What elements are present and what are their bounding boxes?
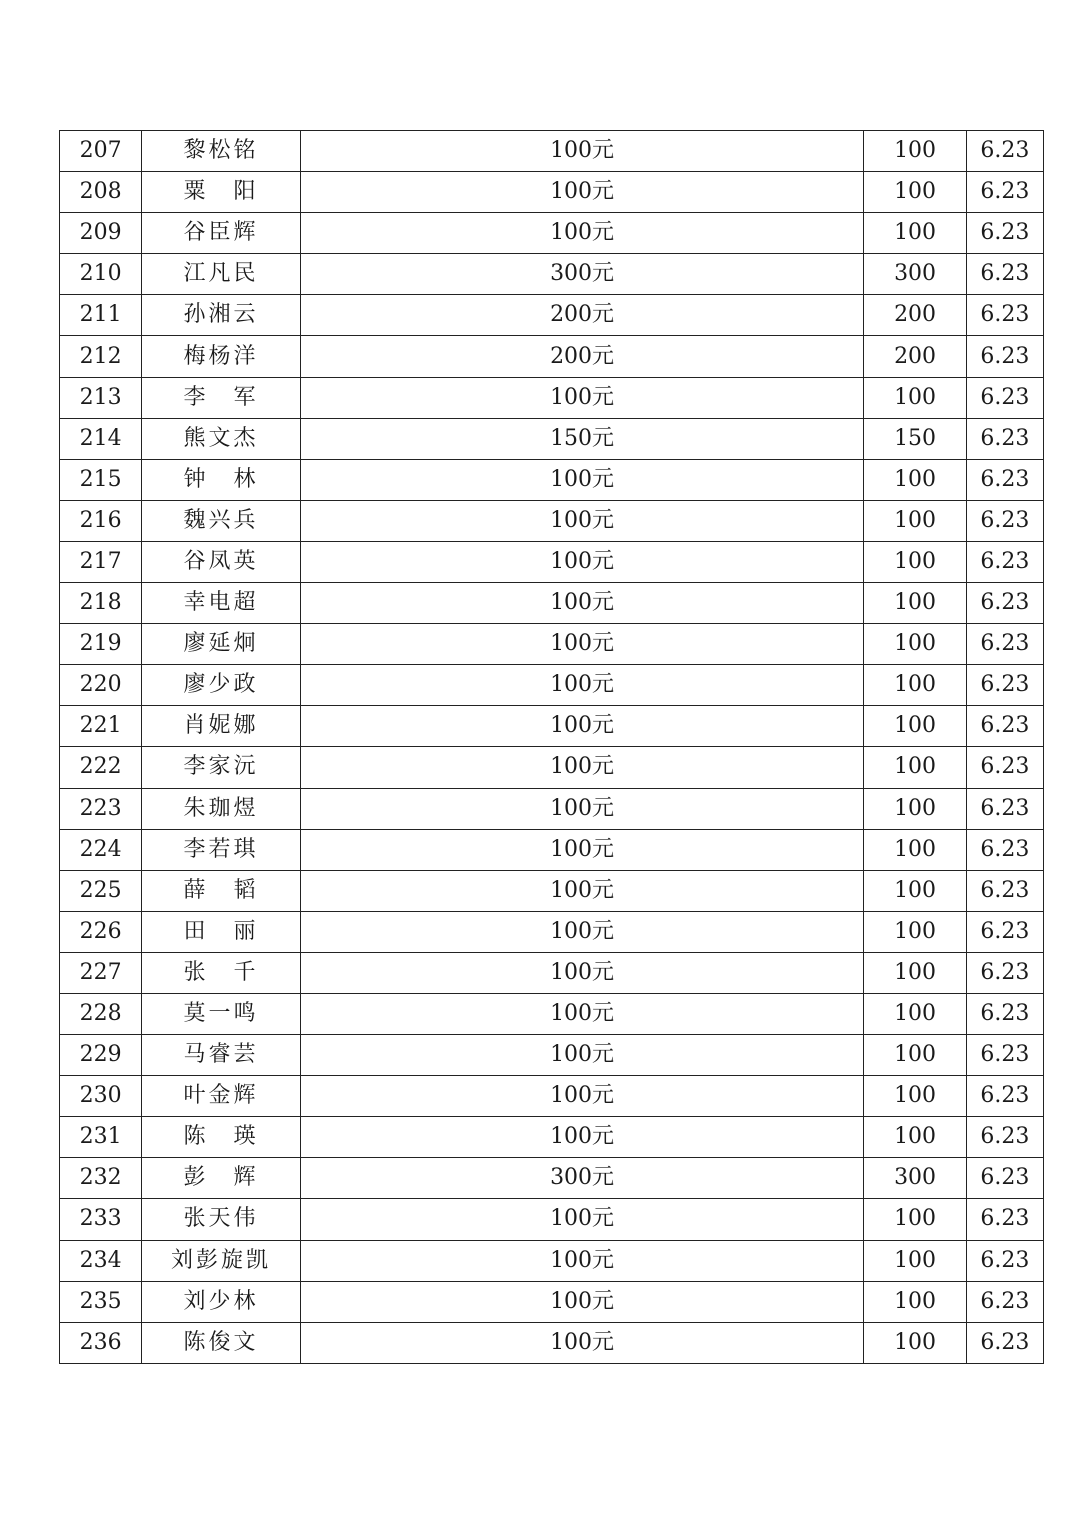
donation-date: 6.23 xyxy=(966,911,1043,952)
donation-date: 6.23 xyxy=(966,377,1043,418)
donation-amount: 100元 xyxy=(300,1199,864,1240)
donation-date: 6.23 xyxy=(966,1035,1043,1076)
amount-value: 100 xyxy=(864,1281,966,1322)
donation-amount: 100元 xyxy=(300,870,864,911)
row-number: 233 xyxy=(60,1199,142,1240)
row-number: 215 xyxy=(60,459,142,500)
table-row xyxy=(60,254,1044,295)
row-number: 216 xyxy=(60,500,142,541)
donation-amount: 100元 xyxy=(300,541,864,582)
table-row xyxy=(60,213,1044,254)
donor-name: 谷凤英 xyxy=(142,541,300,582)
donor-name: 李家沅 xyxy=(142,747,300,788)
donor-name: 刘少林 xyxy=(142,1281,300,1322)
amount-value: 100 xyxy=(864,993,966,1034)
donation-date: 6.23 xyxy=(966,500,1043,541)
amount-value: 100 xyxy=(864,1117,966,1158)
table-row xyxy=(60,172,1044,213)
table-row xyxy=(60,993,1044,1034)
row-number: 217 xyxy=(60,541,142,582)
donor-name: 熊文杰 xyxy=(142,418,300,459)
donation-amount: 300元 xyxy=(300,254,864,295)
donation-date: 6.23 xyxy=(966,172,1043,213)
amount-value: 300 xyxy=(864,254,966,295)
donation-date: 6.23 xyxy=(966,213,1043,254)
amount-value: 100 xyxy=(864,1322,966,1363)
donation-amount: 100元 xyxy=(300,788,864,829)
table-row xyxy=(60,1281,1044,1322)
donation-date: 6.23 xyxy=(966,1076,1043,1117)
donation-amount: 100元 xyxy=(300,1117,864,1158)
amount-value: 100 xyxy=(864,500,966,541)
row-number: 210 xyxy=(60,254,142,295)
donor-name: 刘彭旋凯 xyxy=(142,1240,300,1281)
donor-name: 幸电超 xyxy=(142,583,300,624)
donation-date: 6.23 xyxy=(966,952,1043,993)
donor-name: 廖少政 xyxy=(142,665,300,706)
row-number: 223 xyxy=(60,788,142,829)
table-row xyxy=(60,624,1044,665)
row-number: 218 xyxy=(60,583,142,624)
row-number: 221 xyxy=(60,706,142,747)
amount-value: 100 xyxy=(864,131,966,172)
donation-date: 6.23 xyxy=(966,254,1043,295)
donor-name: 田 丽 xyxy=(142,911,300,952)
donation-amount: 100元 xyxy=(300,706,864,747)
donor-name: 陈俊文 xyxy=(142,1322,300,1363)
amount-value: 100 xyxy=(864,747,966,788)
amount-value: 100 xyxy=(864,172,966,213)
donation-date: 6.23 xyxy=(966,418,1043,459)
row-number: 222 xyxy=(60,747,142,788)
amount-value: 100 xyxy=(864,541,966,582)
amount-value: 100 xyxy=(864,665,966,706)
table-row xyxy=(60,500,1044,541)
donor-name: 张天伟 xyxy=(142,1199,300,1240)
donation-date: 6.23 xyxy=(966,624,1043,665)
donor-name: 李若琪 xyxy=(142,829,300,870)
row-number: 230 xyxy=(60,1076,142,1117)
donation-amount: 100元 xyxy=(300,377,864,418)
donor-name: 张 千 xyxy=(142,952,300,993)
table-row xyxy=(60,665,1044,706)
table-row xyxy=(60,418,1044,459)
donor-name: 陈 瑛 xyxy=(142,1117,300,1158)
donor-name: 朱珈煜 xyxy=(142,788,300,829)
row-number: 220 xyxy=(60,665,142,706)
table-row xyxy=(60,541,1044,582)
amount-value: 100 xyxy=(864,706,966,747)
donation-amount: 100元 xyxy=(300,131,864,172)
donation-date: 6.23 xyxy=(966,336,1043,377)
donation-amount: 100元 xyxy=(300,172,864,213)
row-number: 236 xyxy=(60,1322,142,1363)
table-row xyxy=(60,131,1044,172)
row-number: 226 xyxy=(60,911,142,952)
table-row xyxy=(60,911,1044,952)
row-number: 213 xyxy=(60,377,142,418)
table-row xyxy=(60,1158,1044,1199)
amount-value: 100 xyxy=(864,788,966,829)
donor-name: 叶金辉 xyxy=(142,1076,300,1117)
amount-value: 100 xyxy=(864,1035,966,1076)
row-number: 234 xyxy=(60,1240,142,1281)
donation-amount: 200元 xyxy=(300,336,864,377)
row-number: 211 xyxy=(60,295,142,336)
donation-date: 6.23 xyxy=(966,1117,1043,1158)
row-number: 231 xyxy=(60,1117,142,1158)
donation-amount: 150元 xyxy=(300,418,864,459)
donation-date: 6.23 xyxy=(966,706,1043,747)
donation-amount: 100元 xyxy=(300,829,864,870)
table-row xyxy=(60,295,1044,336)
amount-value: 100 xyxy=(864,829,966,870)
donation-date: 6.23 xyxy=(966,747,1043,788)
amount-value: 100 xyxy=(864,377,966,418)
amount-value: 100 xyxy=(864,1240,966,1281)
table-row xyxy=(60,336,1044,377)
table-row xyxy=(60,1240,1044,1281)
amount-value: 100 xyxy=(864,459,966,500)
donation-date: 6.23 xyxy=(966,829,1043,870)
donation-amount: 100元 xyxy=(300,1281,864,1322)
row-number: 214 xyxy=(60,418,142,459)
amount-value: 100 xyxy=(864,870,966,911)
table-row xyxy=(60,788,1044,829)
donor-name: 梅杨洋 xyxy=(142,336,300,377)
row-number: 232 xyxy=(60,1158,142,1199)
table-body xyxy=(60,131,1044,1364)
amount-value: 150 xyxy=(864,418,966,459)
donation-amount: 100元 xyxy=(300,747,864,788)
donor-name: 魏兴兵 xyxy=(142,500,300,541)
donation-amount: 100元 xyxy=(300,993,864,1034)
row-number: 208 xyxy=(60,172,142,213)
donation-date: 6.23 xyxy=(966,541,1043,582)
table-row xyxy=(60,377,1044,418)
table-row xyxy=(60,583,1044,624)
donor-name: 粟 阳 xyxy=(142,172,300,213)
table-row xyxy=(60,870,1044,911)
donation-amount: 100元 xyxy=(300,583,864,624)
table-row xyxy=(60,1322,1044,1363)
row-number: 207 xyxy=(60,131,142,172)
table-row xyxy=(60,459,1044,500)
donation-date: 6.23 xyxy=(966,870,1043,911)
donation-amount: 100元 xyxy=(300,911,864,952)
donor-name: 钟 林 xyxy=(142,459,300,500)
donation-amount: 100元 xyxy=(300,213,864,254)
table-row xyxy=(60,1076,1044,1117)
row-number: 225 xyxy=(60,870,142,911)
donor-name: 薛 韬 xyxy=(142,870,300,911)
amount-value: 100 xyxy=(864,911,966,952)
donation-amount: 100元 xyxy=(300,1035,864,1076)
donation-date: 6.23 xyxy=(966,1281,1043,1322)
donation-amount: 100元 xyxy=(300,1240,864,1281)
table-row xyxy=(60,1199,1044,1240)
amount-value: 100 xyxy=(864,1199,966,1240)
row-number: 227 xyxy=(60,952,142,993)
table-row xyxy=(60,1035,1044,1076)
donor-name: 黎松铭 xyxy=(142,131,300,172)
donor-name: 孙湘云 xyxy=(142,295,300,336)
donation-amount: 100元 xyxy=(300,459,864,500)
donation-date: 6.23 xyxy=(966,993,1043,1034)
donation-date: 6.23 xyxy=(966,1158,1043,1199)
row-number: 228 xyxy=(60,993,142,1034)
row-number: 219 xyxy=(60,624,142,665)
donor-name: 谷臣辉 xyxy=(142,213,300,254)
amount-value: 100 xyxy=(864,624,966,665)
amount-value: 300 xyxy=(864,1158,966,1199)
donation-date: 6.23 xyxy=(966,665,1043,706)
donation-amount: 100元 xyxy=(300,624,864,665)
table-row xyxy=(60,1117,1044,1158)
donation-date: 6.23 xyxy=(966,459,1043,500)
row-number: 229 xyxy=(60,1035,142,1076)
donation-table xyxy=(59,130,1044,1364)
donation-date: 6.23 xyxy=(966,131,1043,172)
amount-value: 100 xyxy=(864,583,966,624)
donation-amount: 100元 xyxy=(300,1322,864,1363)
donation-date: 6.23 xyxy=(966,583,1043,624)
donation-amount: 100元 xyxy=(300,952,864,993)
donation-date: 6.23 xyxy=(966,1199,1043,1240)
donation-amount: 100元 xyxy=(300,500,864,541)
donation-amount: 100元 xyxy=(300,665,864,706)
donor-name: 江凡民 xyxy=(142,254,300,295)
row-number: 224 xyxy=(60,829,142,870)
donation-date: 6.23 xyxy=(966,1322,1043,1363)
table-row xyxy=(60,952,1044,993)
amount-value: 100 xyxy=(864,952,966,993)
donor-name: 李 军 xyxy=(142,377,300,418)
amount-value: 200 xyxy=(864,295,966,336)
donor-name: 廖延炯 xyxy=(142,624,300,665)
donor-name: 肖妮娜 xyxy=(142,706,300,747)
table-row xyxy=(60,829,1044,870)
donation-amount: 100元 xyxy=(300,1076,864,1117)
donation-date: 6.23 xyxy=(966,295,1043,336)
row-number: 235 xyxy=(60,1281,142,1322)
table-row xyxy=(60,747,1044,788)
donor-name: 马睿芸 xyxy=(142,1035,300,1076)
donation-amount: 200元 xyxy=(300,295,864,336)
donation-date: 6.23 xyxy=(966,788,1043,829)
donation-date: 6.23 xyxy=(966,1240,1043,1281)
amount-value: 200 xyxy=(864,336,966,377)
row-number: 212 xyxy=(60,336,142,377)
donor-name: 彭 辉 xyxy=(142,1158,300,1199)
amount-value: 100 xyxy=(864,1076,966,1117)
amount-value: 100 xyxy=(864,213,966,254)
table-row xyxy=(60,706,1044,747)
donor-name: 莫一鸣 xyxy=(142,993,300,1034)
row-number: 209 xyxy=(60,213,142,254)
donation-amount: 300元 xyxy=(300,1158,864,1199)
